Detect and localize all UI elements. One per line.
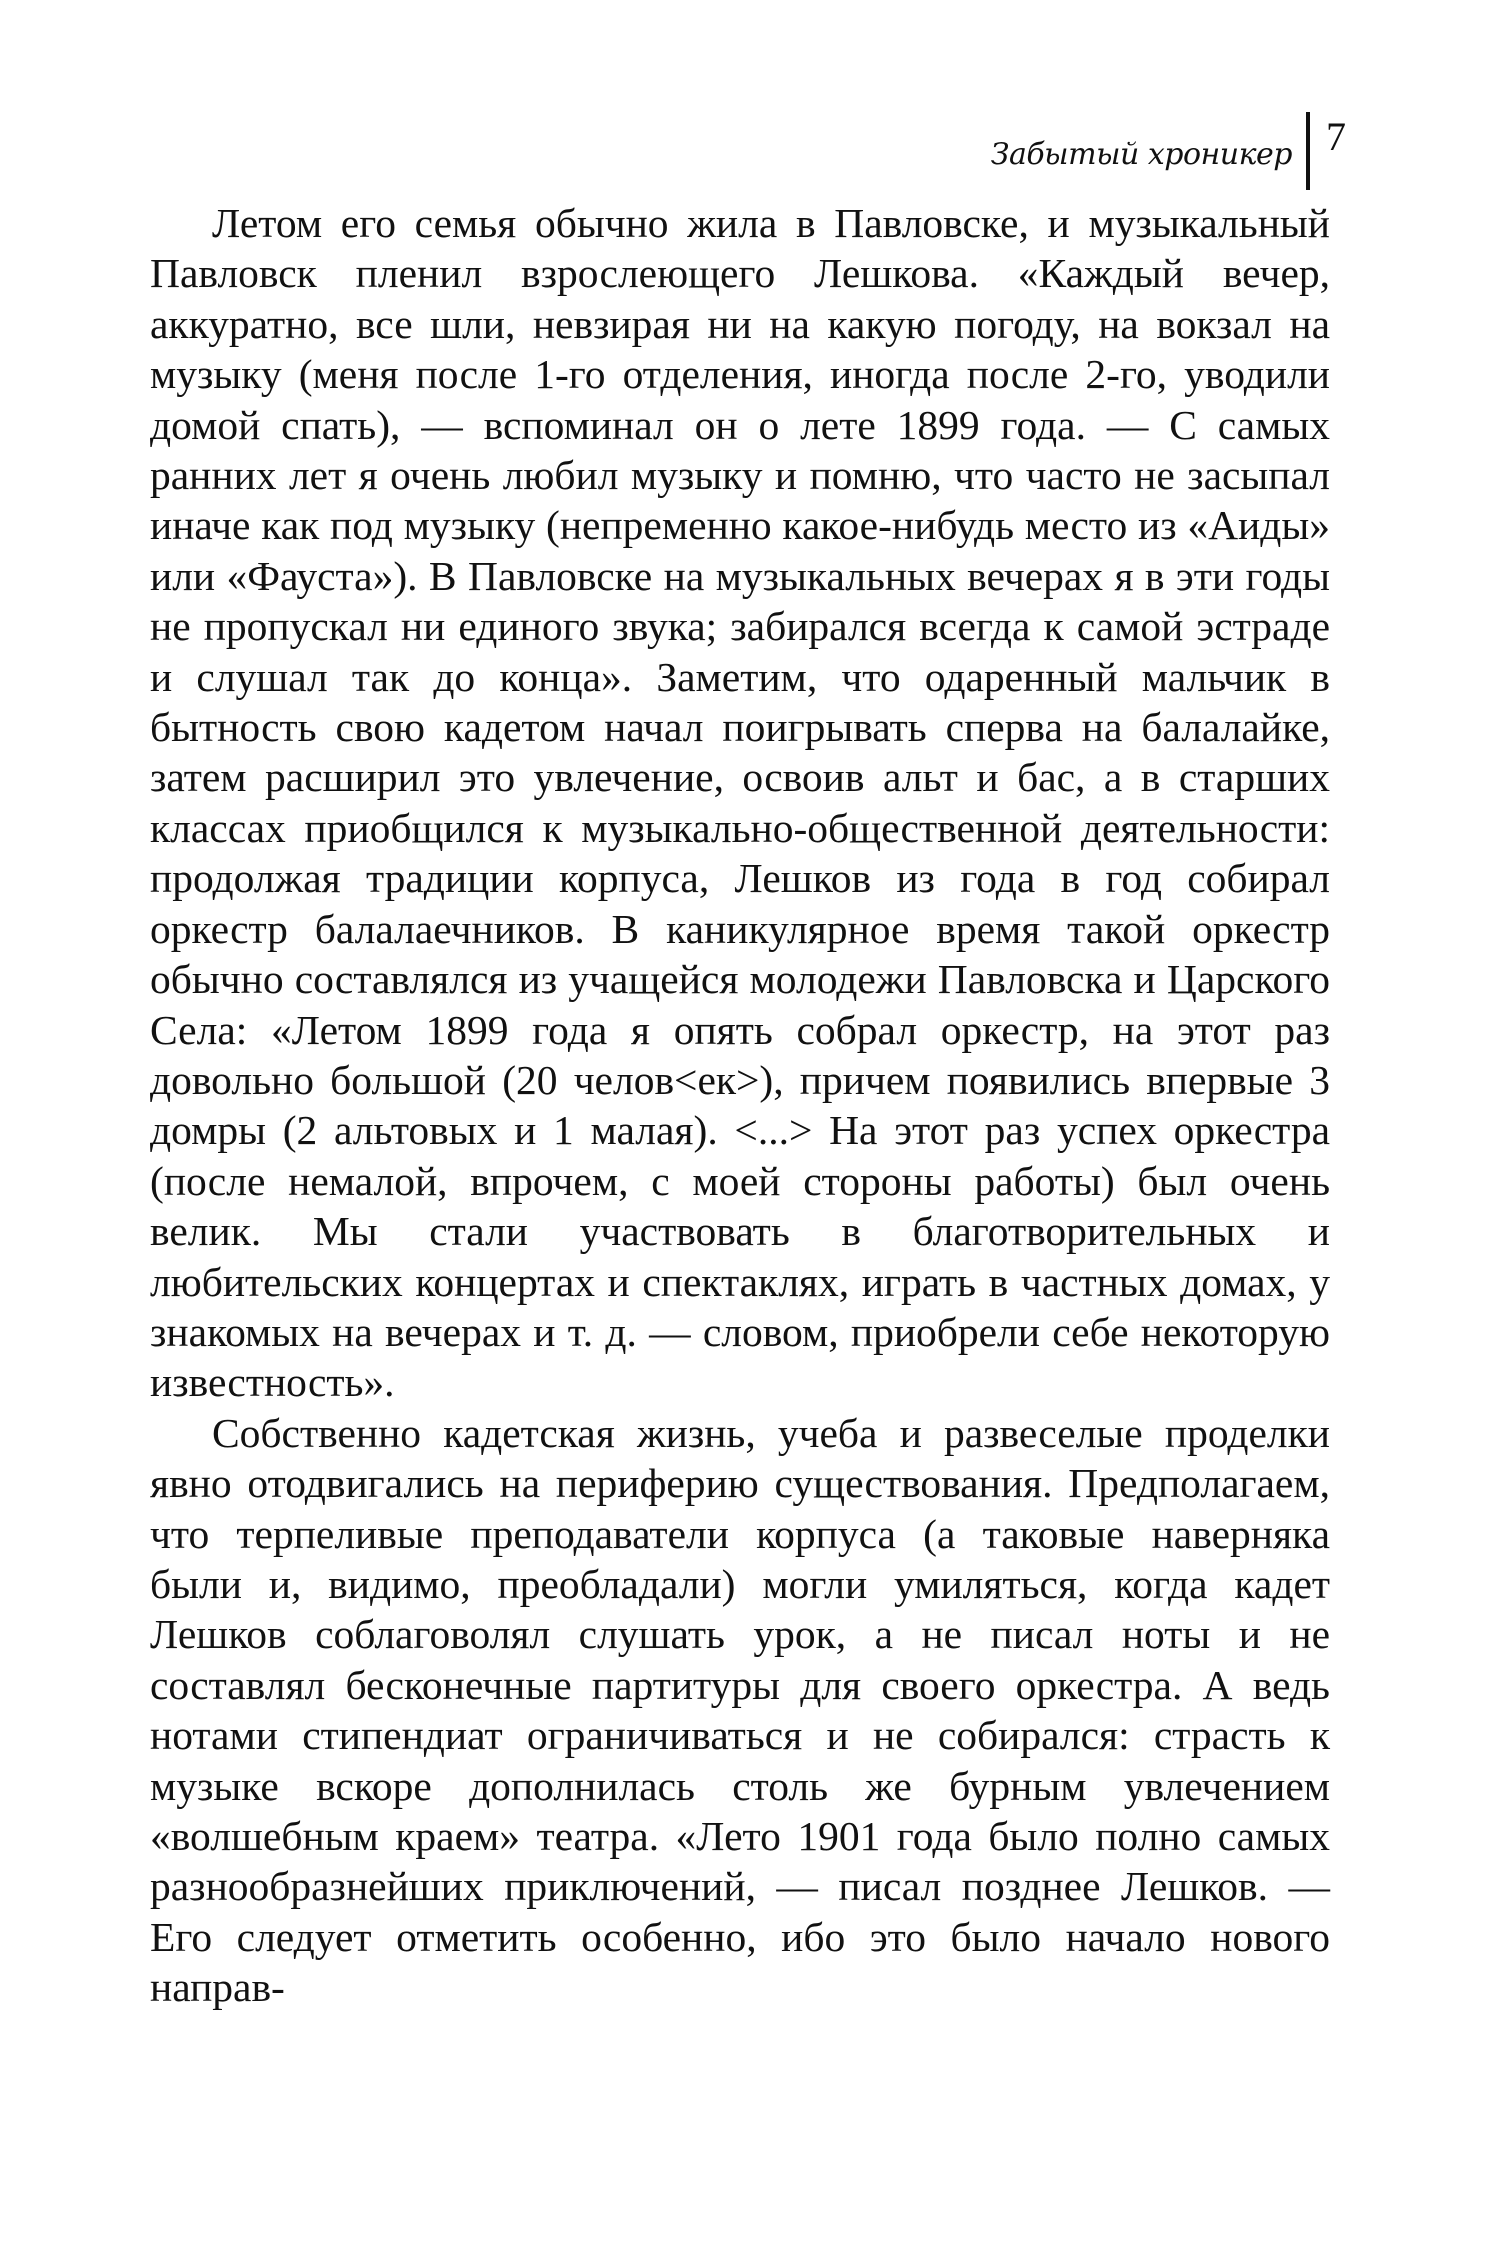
paragraph-2: Собственно кадетская жизнь, учеба и развеселые проделки явно отодвигались на периферию существования. Предполагаем, что терпеливые преподаватели корпуса (а таковые наверняка были и, видимо, преобладали) могли умиляться, когда кадет Лешков соблаговолял слушать урок, а не писал ноты и не составлял бесконечные партитуры для своего оркестра. А ведь нотами стипендиат ограничиваться и не собирался: страсть к музыке вскоре дополнилась столь же бурным увлечением «волшебным краем» театра. «Лето 1901 года было полно самых разнообразнейших приключений, — писал позднее Лешков. — Его следует отметить особенно, ибо это было начало нового направ- bbox=[150, 1409, 1330, 2011]
body-text bbox=[150, 198, 1330, 2013]
paragraph-1: Летом его семья обычно жила в Павловске, и музыкальный Павловск пленил взрослеющего Лешкова. «Каждый вечер, аккуратно, все шли, невзирая ни на какую погоду, на вокзал на музыку (меня после 1-го отделения, иногда после 2-го, уводили домой спать), — вспоминал он о лете 1899 года. — С самых ранних лет я очень любил музыку и помню, что часто не засыпал иначе как под музыку (непременно какое-нибудь место из «Аиды» или «Фауста»). В Павловске на музыкальных вечерах я в эти годы не пропускал ни единого звука; забирался всегда к самой эстраде и слушал так до конца». Заметим, что одаренный мальчик в бытность свою кадетом начал поигрывать сперва на балалайке, затем расширил это увлечение, освоив альт и бас, а в старших классах приобщился к музыкально-общественной деятельности: продолжая традиции корпуса, Лешков из года в год собирал оркестр балалаечников. В каникулярное время такой оркестр обычно составлялся из учащейся молодежи Павловска и Царского Села: «Летом 1899 года я опять собрал оркестр, на этот раз довольно большой (20 челов<ек>), причем появились впервые 3 домры (2 альтовых и 1 малая). <...> На этот раз успех оркестра (после немалой, впрочем, с моей стороны работы) был очень велик. Мы стали участвовать в благотворительных и любительских концертах и спектаклях, играть в частных домах, у знакомых на вечерах и т. д. — словом, приобрели себе некоторую известность». bbox=[150, 200, 1330, 1406]
running-title: Забытый хроникер bbox=[990, 137, 1292, 172]
running-head bbox=[991, 110, 1346, 190]
page-number: 7 bbox=[1326, 114, 1346, 159]
